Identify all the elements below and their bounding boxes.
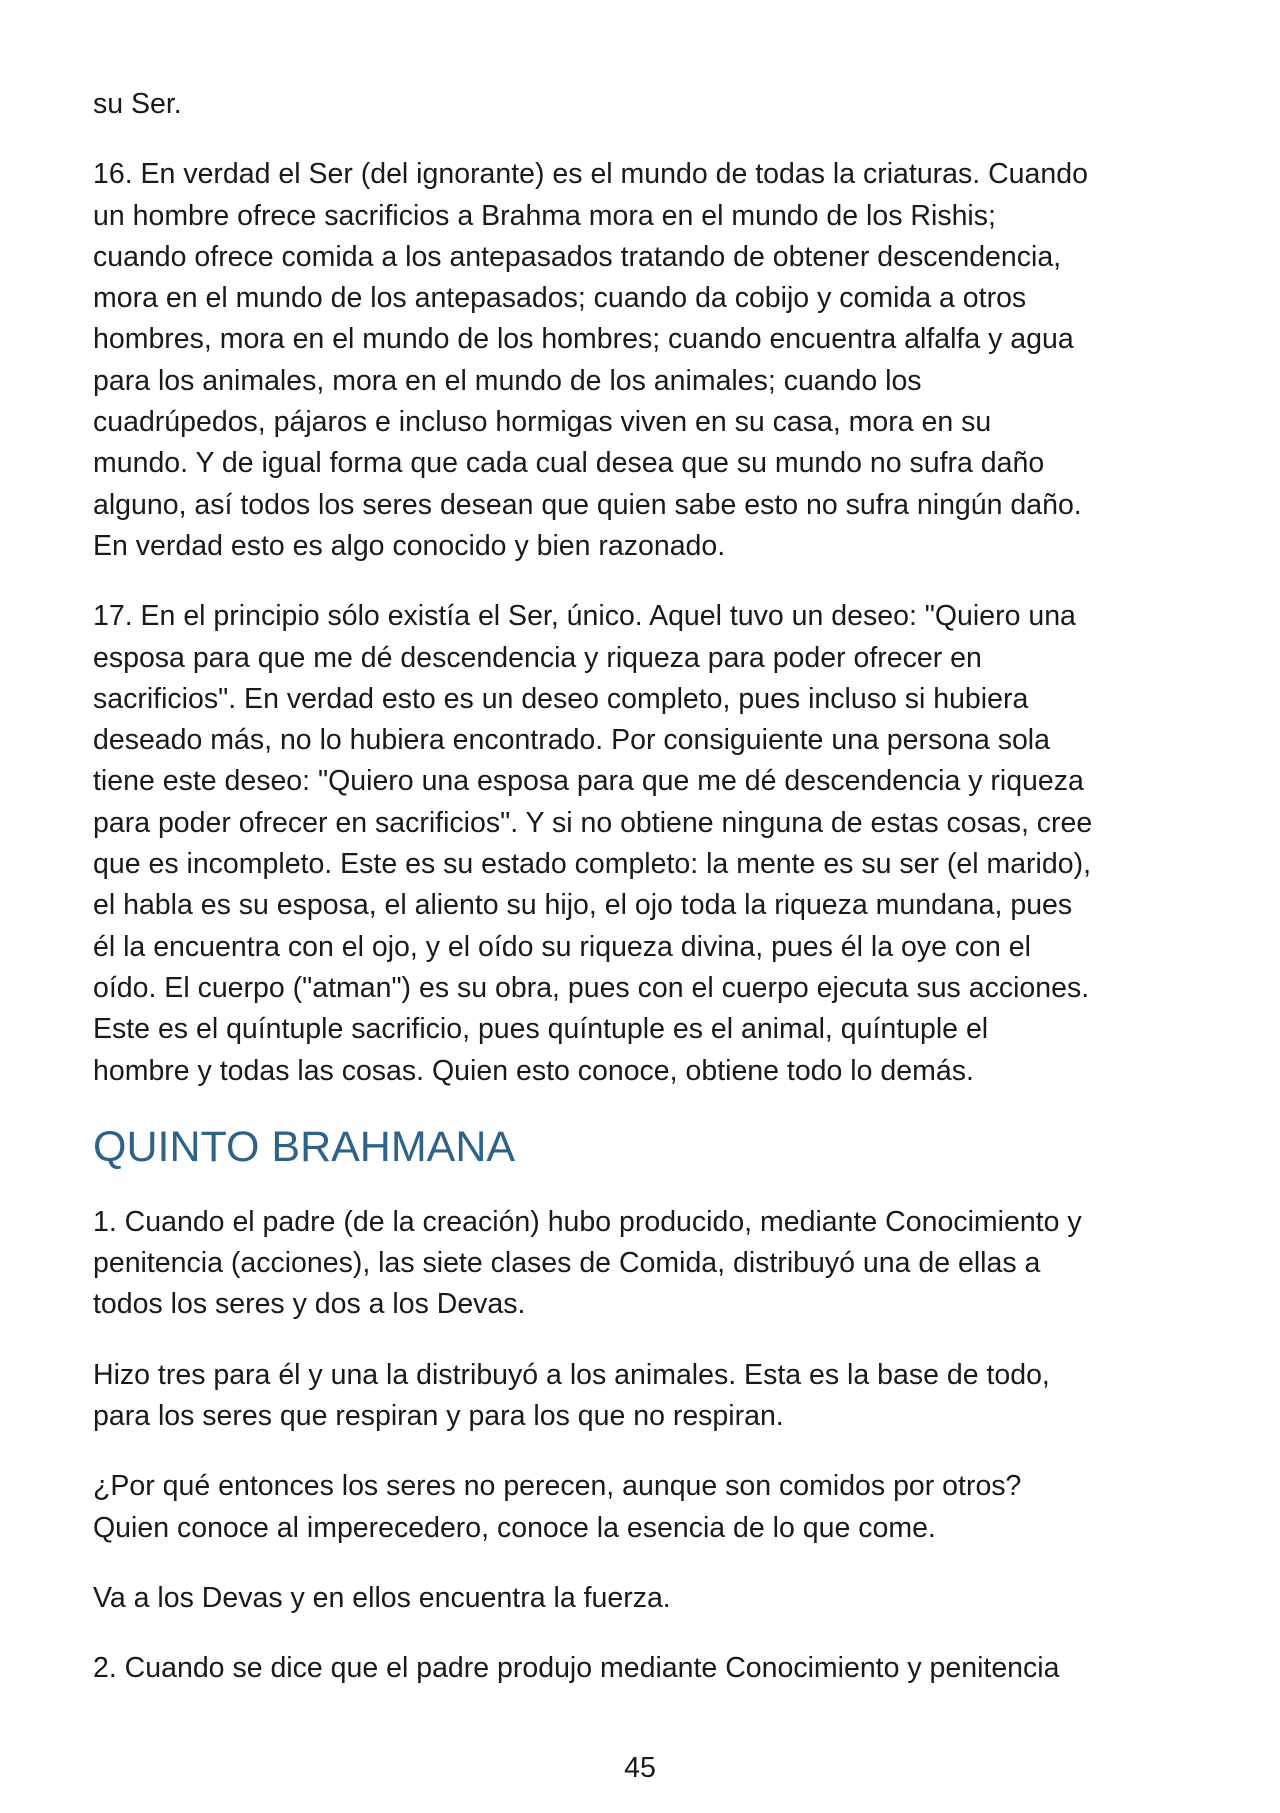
paragraph: Va a los Devas y en ellos encuentra la fuerza. [93, 1581, 671, 1614]
page-body [93, 84, 1205, 1719]
paragraph-16: 16. En verdad el Ser (del ignorante) es el mundo de todas la criaturas. Cuando un hombre ofrece sacrificios a Brahma mora en el mundo de los Rishis; cuando ofrece comida a los antepasados tratando de obtener descendencia, mora en el mundo de los antepasados; cuando da cobijo y comida a otros hombres, mora en el mundo de los hombres; cuando encuentra alfalfa y agua para los animales, mora en el mundo de los animales; cuando los cuadrúpedos, pájaros e incluso hormigas viven en su casa, mora en su mundo. Y de igual forma que cada cual desea que su mundo no sufra daño alguno, así todos los seres desean que quien sabe esto no sufra ningún daño. En verdad esto es algo conocido y bien razonado. [93, 158, 1088, 562]
paragraph-1: 1. Cuando el padre (de la creación) hubo producido, mediante Conocimiento y penitencia (acciones), las siete clases de Comida, distribuyó una de ellas a todos los seres y dos a los Devas. [93, 1205, 1082, 1321]
paragraph-17: 17. En el principio sólo existía el Ser, único. Aquel tuvo un deseo: "Quiero una esposa para que me dé descendencia y riqueza para poder ofrecer en sacrificios". En verdad esto es un deseo completo, pues incluso si hubiera deseado más, no lo hubiera encontrado. Por consiguiente una persona sola tiene este deseo: "Quiero una esposa para que me dé descendencia y riqueza para poder ofrecer en sacrificios". Y si no obtiene ninguna de estas cosas, cree que es incompleto. Este es su estado completo: la mente es su ser (el marido), el habla es su esposa, el aliento su hijo, el ojo toda la riqueza mundana, pues él la encuentra con el ojo, y el oído su riqueza divina, pues él la oye con el oído. El cuerpo ("atman") es su obra, pues con el cuerpo ejecuta sus acciones. Este es el quíntuple sacrificio, pues quíntuple es el animal, quíntuple el hombre y todas las cosas. Quien esto conoce, obtiene todo lo demás. [93, 600, 1093, 1087]
paragraph: su Ser. [93, 88, 182, 120]
paragraph-2: 2. Cuando se dice que el padre produjo mediante Conocimiento y penitencia [93, 1652, 1060, 1685]
paragraph: Hizo tres para él y una la distribuyó a los animales. Esta es la base de todo, para los seres que respiran y para los que no respiran. [93, 1358, 1050, 1433]
page-number: 45 [624, 1752, 656, 1784]
paragraph: ¿Por qué entonces los seres no perecen, aunque son comidos por otros? Quien conoce al imperecedero, conoce la esencia de lo que come. [93, 1470, 1022, 1544]
section-heading: QUINTO BRAHMANA [93, 1122, 516, 1171]
